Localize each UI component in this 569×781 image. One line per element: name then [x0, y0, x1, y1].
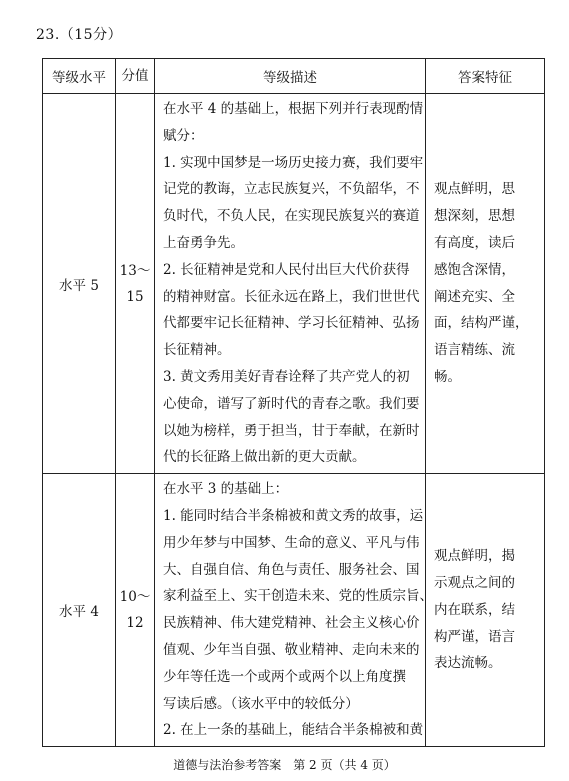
feature-line: 想深刻，思想 — [434, 208, 515, 225]
header-score: 分值 — [116, 59, 155, 94]
description-line: 用少年梦与中国梦、生命的意义、平凡与伟 — [163, 534, 420, 551]
description-cell — [155, 474, 433, 747]
score-line: 12 — [126, 615, 144, 632]
scoring-table — [42, 58, 545, 747]
score-line: 15 — [126, 288, 144, 305]
feature-line: 表达流畅。 — [434, 655, 502, 672]
description-line: 在水平 3 的基础上： — [163, 481, 289, 498]
description-line: 赋分： — [163, 127, 204, 144]
description-line: 民族精神、伟大建党精神、社会主义核心价 — [163, 615, 420, 632]
description-line: 在水平 4 的基础上，根据下列并行表现酌情 — [163, 101, 424, 117]
header-level: 等级水平 — [43, 59, 116, 94]
description-line: 心使命，谱写了新时代的青春之歌。我们要 — [163, 395, 420, 412]
feature-line: 畅。 — [434, 368, 461, 385]
feature-line: 语言精练、流 — [434, 342, 515, 359]
description-line: 的精神财富。长征永远在路上，我们世世代 — [163, 288, 420, 305]
feature-cell — [426, 94, 545, 474]
question-header: 23.（15分） — [36, 27, 123, 43]
score-cell — [116, 474, 155, 747]
description-line: 少年等任选一个或两个或两个以上角度撰 — [163, 668, 406, 685]
feature-line: 构严谨，语言 — [434, 628, 515, 645]
description-line: 值观、少年当自强、敬业精神、走向未来的 — [163, 641, 420, 658]
feature-line: 观点鲜明，思 — [434, 181, 515, 198]
feature-line: 观点鲜明，揭 — [434, 548, 515, 565]
level-cell: 水平 5 — [43, 94, 116, 474]
feature-line: 示观点之间的 — [434, 574, 515, 591]
feature-line: 面，结构严谨， — [434, 315, 529, 332]
description-cell — [155, 94, 426, 474]
description-line: 1. 能同时结合半条棉被和黄文秀的故事，运 — [163, 507, 424, 524]
description-line: 以她为榜样，勇于担当，甘于奉献，在新时 — [163, 422, 420, 439]
description-line: 写读后感。（该水平中的较低分） — [163, 695, 359, 712]
description-line: 代的长征路上做出新的更大贡献。 — [163, 449, 366, 466]
description-line: 记党的教诲，立志民族复兴，不负韶华，不 — [163, 181, 420, 198]
description-line: 上奋勇争先。 — [163, 234, 244, 251]
score-line: 10～ — [119, 589, 151, 606]
description-line: 2. 在上一条的基础上，能结合半条棉被和黄 — [163, 722, 424, 739]
score-cell — [116, 94, 155, 474]
feature-line: 内在联系，结 — [434, 601, 515, 618]
score-line: 13～ — [119, 262, 151, 279]
header-description: 等级描述 — [155, 59, 426, 94]
description-line: 大、自强自信、角色与责任、服务社会、国 — [163, 561, 420, 578]
description-line: 家利益至上、实干创造未来、党的性质宗旨、 — [163, 588, 433, 605]
table-row — [43, 94, 545, 474]
description-line: 2. 长征精神是党和人民付出巨大代价获得 — [163, 261, 410, 278]
description-line: 代都要牢记长征精神、学习长征精神、弘扬 — [163, 315, 420, 332]
table-row — [43, 474, 545, 747]
table-header-row — [43, 59, 545, 94]
description-line: 3. 黄文秀用美好青春诠释了共产党人的初 — [163, 368, 410, 385]
description-line: 长征精神。 — [163, 342, 231, 359]
description-line: 1. 实现中国梦是一场历史接力赛，我们要牢 — [163, 154, 424, 171]
feature-line: 阐述充实、全 — [434, 288, 515, 305]
feature-line: 感饱含深情， — [434, 261, 515, 278]
feature-cell — [426, 474, 545, 747]
level-cell: 水平 4 — [43, 474, 116, 747]
page-footer: 道德与法治参考答案 第 2 页（共 4 页） — [173, 758, 396, 772]
feature-line: 有高度，读后 — [434, 234, 515, 251]
description-line: 负时代，不负人民，在实现民族复兴的赛道 — [163, 208, 420, 225]
header-features: 答案特征 — [426, 59, 545, 94]
